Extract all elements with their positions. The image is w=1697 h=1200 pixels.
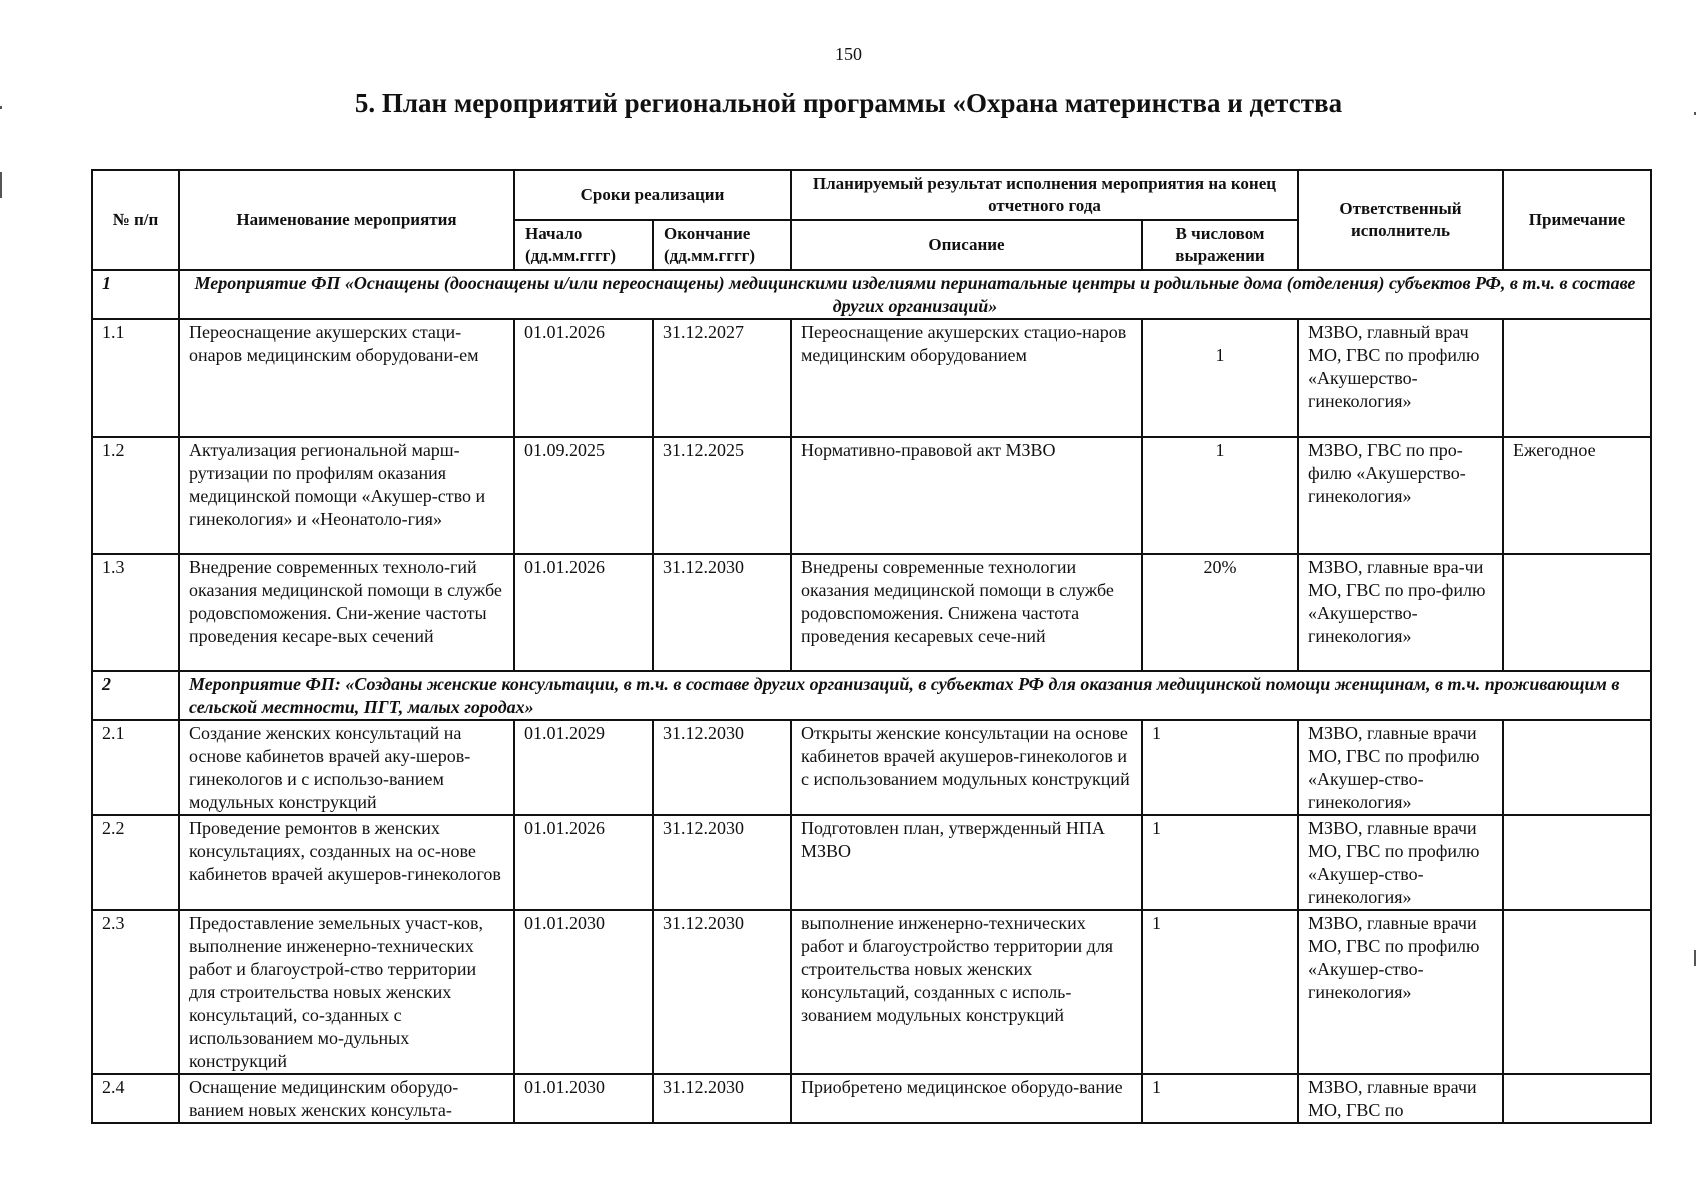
header-terms: Сроки реализации: [514, 170, 791, 220]
row-description: выполнение инженерно-технических работ и благоустройство территории для строительства новых женских консультаций, созданных с исполь-зованием модульных конструкций: [791, 910, 1142, 1074]
row-description: Подготовлен план, утвержденный НПА МЗВО: [791, 815, 1142, 910]
row-num: 1.2: [92, 437, 179, 554]
row-start: 01.01.2026: [514, 815, 653, 910]
row-responsible: МЗВО, главные врачи МО, ГВС по профилю «Акушер-ство-гинекология»: [1298, 720, 1503, 815]
row-description: Переоснащение акушерских стацио-наров медицинским оборудованием: [791, 319, 1142, 437]
row-name: Создание женских консультаций на основе кабинетов врачей аку-шеров-гинекологов и с использо-ванием модульных конструкций: [179, 720, 514, 815]
row-num: 1.1: [92, 319, 179, 437]
row-num: 1.3: [92, 554, 179, 671]
section-title: Мероприятие ФП: «Созданы женские консультации, в т.ч. в составе других организаций, в субъектах РФ для оказания медицинской помощи женщинам, в т.ч. проживающим в сельской местности, ПГТ, малых городах»: [179, 671, 1651, 720]
page-title: 5. План мероприятий региональной программы «Охрана материнства и детства: [354, 88, 1343, 118]
section-num: 1: [92, 270, 179, 319]
row-start: 01.01.2026: [514, 554, 653, 671]
table-row: [92, 815, 1651, 910]
header-description: Описание: [791, 220, 1142, 270]
section-title: Мероприятие ФП «Оснащены (дооснащены и/или переоснащены) медицинскими изделиями перинатальные центры и родильные дома (отделения) субъектов РФ, в т.ч. в составе других организаций»: [179, 270, 1651, 319]
header-result: Планируемый результат исполнения мероприятия на конец отчетного года: [791, 170, 1298, 220]
row-name: Актуализация региональной марш-рутизации по профилям оказания медицинской помощи «Акушер-ство и гинекология» и «Неонатоло-гия»: [179, 437, 514, 554]
row-description: Открыты женские консультации на основе кабинетов врачей акушеров-гинекологов и с использованием модульных конструкций: [791, 720, 1142, 815]
row-end: 31.12.2030: [653, 910, 791, 1074]
row-num: 2.4: [92, 1074, 179, 1123]
table-row: [92, 554, 1651, 671]
row-start: 01.01.2026: [514, 319, 653, 437]
row-num: 2.2: [92, 815, 179, 910]
row-responsible: МЗВО, главные врачи МО, ГВС по: [1298, 1074, 1503, 1123]
row-end: 31.12.2025: [653, 437, 791, 554]
row-end: 31.12.2030: [653, 720, 791, 815]
scan-mark-left-2: [0, 172, 2, 198]
row-note: [1503, 910, 1651, 1074]
row-name: Предоставление земельных участ-ков, выполнение инженерно-технических работ и благоустрой-ство территории для строительства новых женских консультаций, со-зданных с использованием мо-дульных конструкций: [179, 910, 514, 1074]
row-value: 1: [1142, 815, 1298, 910]
row-name: Внедрение современных техноло-гий оказания медицинской помощи в службе родовспоможения. Сни-жение частоты проведения кесаре-вых сечений: [179, 554, 514, 671]
row-note: [1503, 319, 1651, 437]
table-row: [92, 437, 1651, 554]
row-num: 2.1: [92, 720, 179, 815]
row-responsible: МЗВО, главные врачи МО, ГВС по профилю «Акушер-ство-гинекология»: [1298, 910, 1503, 1074]
section-num: 2: [92, 671, 179, 720]
header-start: Начало (дд.мм.гггг): [514, 220, 653, 270]
row-description: Нормативно-правовой акт МЗВО: [791, 437, 1142, 554]
row-description: Внедрены современные технологии оказания медицинской помощи в службе родовспоможения. Снижена частота проведения кесаревых сече-ний: [791, 554, 1142, 671]
row-note: [1503, 720, 1651, 815]
row-value: 1: [1142, 319, 1298, 437]
activity-plan-table: [91, 169, 1652, 1124]
header-num: № п/п: [92, 170, 179, 270]
row-responsible: МЗВО, главный врач МО, ГВС по профилю «Акушерство-гинекология»: [1298, 319, 1503, 437]
row-end: 31.12.2030: [653, 815, 791, 910]
row-note: [1503, 554, 1651, 671]
row-value: 1: [1142, 910, 1298, 1074]
row-responsible: МЗВО, главные вра-чи МО, ГВС по про-филю «Акушерство-гинекология»: [1298, 554, 1503, 671]
section-row-2: [92, 671, 1651, 720]
row-note: [1503, 815, 1651, 910]
row-end: 31.12.2030: [653, 554, 791, 671]
scan-mark-left-1: [0, 106, 2, 109]
row-name: Проведение ремонтов в женских консультациях, созданных на ос-нове кабинетов врачей акушеров-гинекологов: [179, 815, 514, 910]
header-responsible: Ответственный исполнитель: [1298, 170, 1503, 270]
header-end: Окончание (дд.мм.гггг): [653, 220, 791, 270]
row-description: Приобретено медицинское оборудо-вание: [791, 1074, 1142, 1123]
table-row: [92, 1074, 1651, 1123]
row-responsible: МЗВО, главные врачи МО, ГВС по профилю «Акушер-ство-гинекология»: [1298, 815, 1503, 910]
row-responsible: МЗВО, ГВС по про-филю «Акушерство-гинекология»: [1298, 437, 1503, 554]
scan-mark-right-2: [1694, 950, 1696, 966]
header-numeric: В числовом выражении: [1142, 220, 1298, 270]
header-name: Наименование мероприятия: [179, 170, 514, 270]
row-value: 1: [1142, 720, 1298, 815]
row-start: 01.01.2030: [514, 910, 653, 1074]
row-start: 01.01.2029: [514, 720, 653, 815]
row-note: [1503, 1074, 1651, 1123]
page-number: 150: [835, 44, 862, 64]
row-note: Ежегодное: [1503, 437, 1651, 554]
row-value: 1: [1142, 1074, 1298, 1123]
header-row-1: [92, 170, 1651, 220]
header-note: Примечание: [1503, 170, 1651, 270]
row-end: 31.12.2030: [653, 1074, 791, 1123]
row-name: Переоснащение акушерских стаци-онаров медицинским оборудовани-ем: [179, 319, 514, 437]
scan-mark-right-1: [1694, 112, 1696, 115]
section-row-1: [92, 270, 1651, 319]
table-row: [92, 720, 1651, 815]
row-start: 01.01.2030: [514, 1074, 653, 1123]
table-row: [92, 910, 1651, 1074]
row-num: 2.3: [92, 910, 179, 1074]
row-start: 01.09.2025: [514, 437, 653, 554]
row-end: 31.12.2027: [653, 319, 791, 437]
row-name: Оснащение медицинским оборудо-ванием новых женских консульта-: [179, 1074, 514, 1123]
row-value: 20%: [1142, 554, 1298, 671]
table-row: [92, 319, 1651, 437]
row-value: 1: [1142, 437, 1298, 554]
